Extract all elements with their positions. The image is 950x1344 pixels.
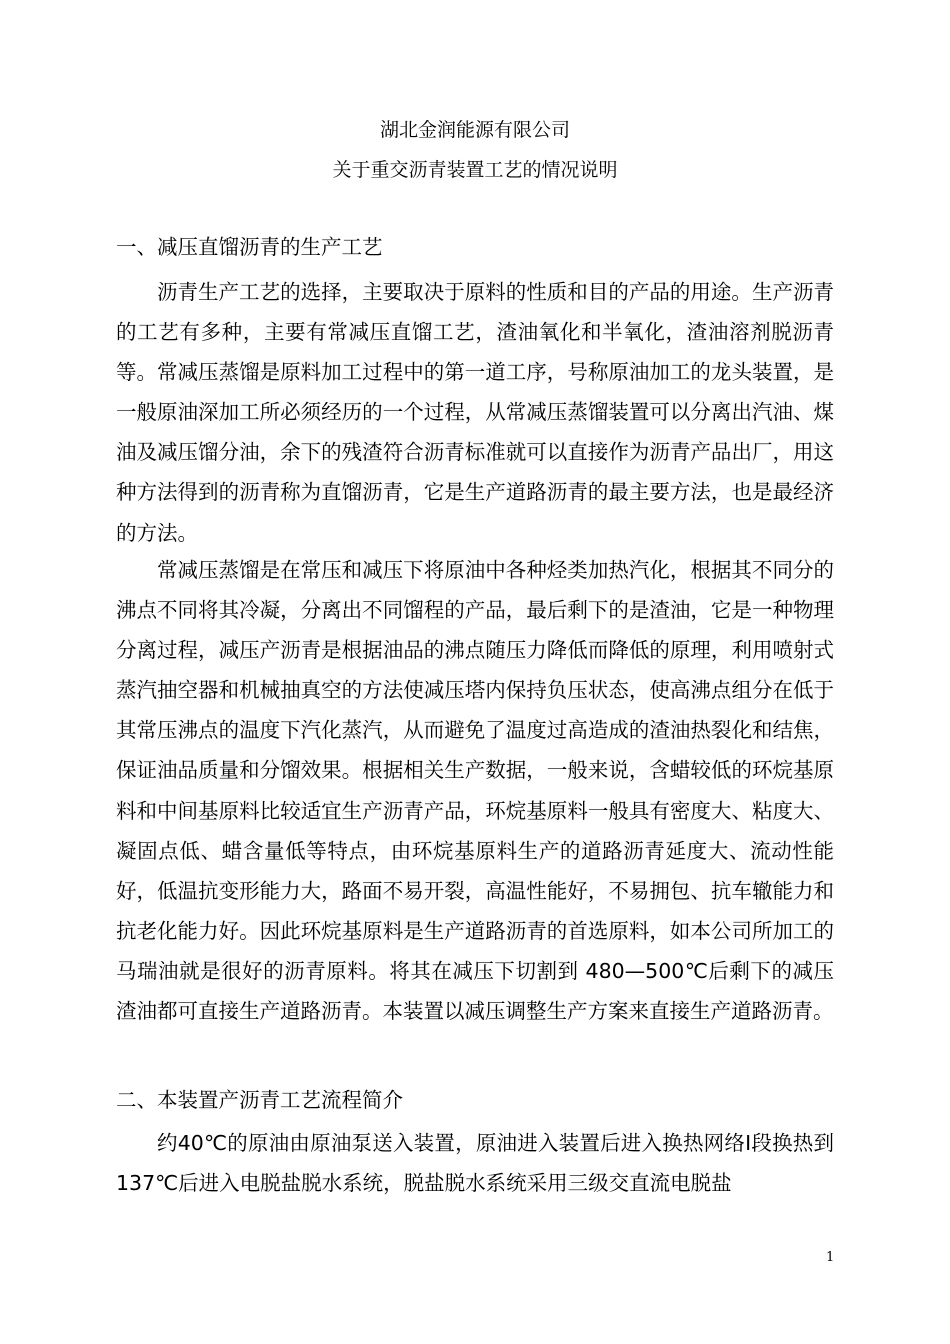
company-name: 湖北金润能源有限公司 [379,119,570,141]
section-heading-2: 二、本装置产沥青工艺流程简介 [116,1088,403,1112]
section-heading-1: 一、减压直馏沥青的生产工艺 [116,235,383,259]
document-title: 关于重交沥青装置工艺的情况说明 [332,159,618,181]
page-number: 1 [826,1250,835,1265]
section-2-paragraph-1: 约40℃的原油由原油泵送入装置，原油进入装置后进入换热网络Ⅰ段换热到137℃后进入电脱盐脱水系统，脱盐脱水系统采用三级交直流电脱盐 [116,1131,834,1196]
section-1-paragraph-2: 常减压蒸馏是在常压和减压下将原油中各种烃类加热汽化，根据其不同分的沸点不同将其冷凝，分离出不同馏程的产品，最后剩下的是渣油，它是一种物理分离过程，减压产沥青是根据油品的沸点随压力降低而降低的原理，利用喷射式蒸汽抽空器和机械抽真空的方法使减压塔内保持负压状态，使高沸点组分在低于其常压沸点的温度下汽化蒸汽，从而避免了温度过高造成的渣油热裂化和结焦，保证油品质量和分馏效果。根据相关生产数据，一般来说，含蜡较低的环烷基原料和中间基原料比较适宜生产沥青产品，环烷基原料一般具有密度大、粘度大、凝固点低、蜡含量低等特点，由环烷基原料生产的道路沥青延度大、流动性能好，低温抗变形能力大，路面不易开裂，高温性能好，不易拥包、抗车辙能力和抗老化能力好。因此环烷基原料是生产道路沥青的首选原料，如本公司所加工的马瑞油就是很好的沥青原料。将其在减压下切割到 480—500℃后剩下的减压渣油都可直接生产道路沥青。本装置以减压调整生产方案来直接生产道路沥青。 [116,558,834,1024]
section-1-paragraph-1: 沥青生产工艺的选择，主要取决于原料的性质和目的产品的用途。生产沥青的工艺有多种，主要有常减压直馏工艺，渣油氧化和半氧化，渣油溶剂脱沥青等。常减压蒸馏是原料加工过程中的第一道工序，号称原油加工的龙头装置，是一般原油深加工所必须经历的一个过程，从常减压蒸馏装置可以分离出汽油、煤油及减压馏分油，余下的残渣符合沥青标准就可以直接作为沥青产品出厂，用这种方法得到的沥青称为直馏沥青，它是生产道路沥青的最主要方法，也是最经济的方法。 [116,280,834,545]
